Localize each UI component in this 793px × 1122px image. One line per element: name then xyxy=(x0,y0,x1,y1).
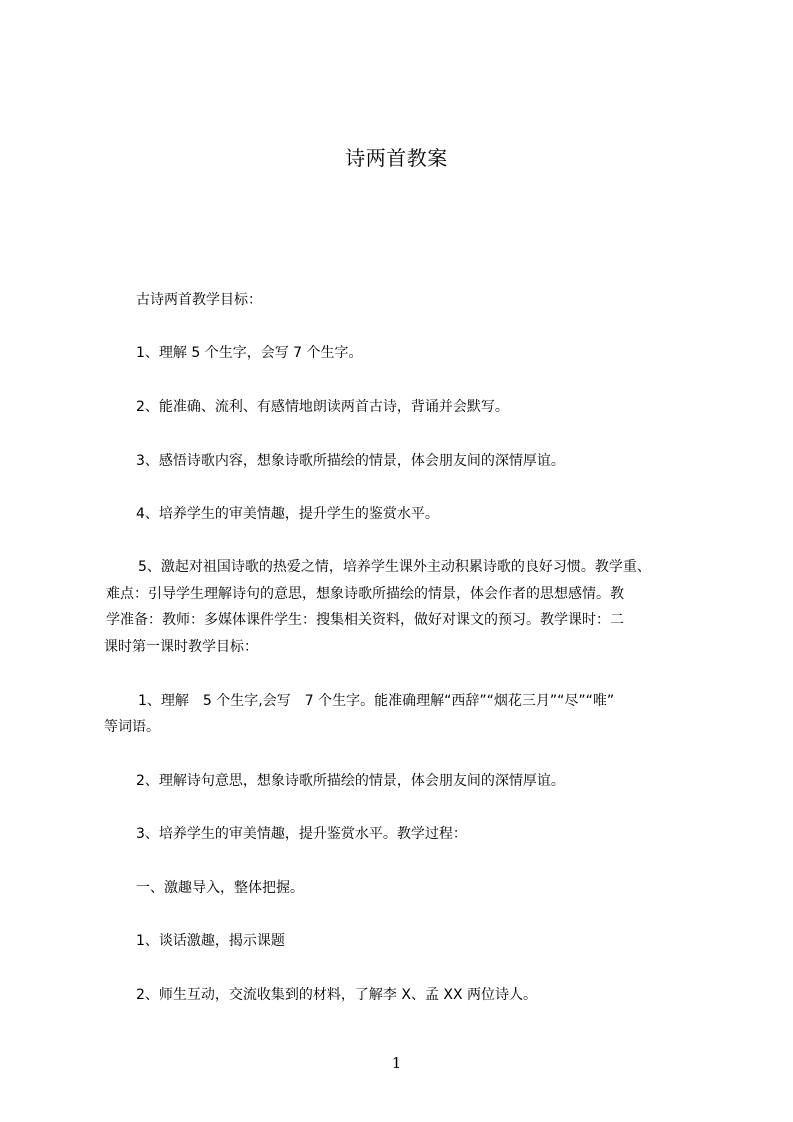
text-line: 1、理解 5 个生字，会写 7 个生字。 xyxy=(136,345,363,361)
text-line: 2、师生互动，交流收集到的材料，了解李 X、孟 XX 两位诗人。 xyxy=(136,987,538,1003)
page-number: 1 xyxy=(391,1054,402,1072)
document-title: 诗两首教案 xyxy=(345,146,448,170)
text-line: 等词语。 xyxy=(104,719,160,735)
text-line: 3、感悟诗歌内容，想象诗歌所描绘的情景，体会朋友间的深情厚谊。 xyxy=(136,453,565,469)
text-line: 学准备：教师：多媒体课件学生：搜集相关资料，做好对课文的预习。教学课时：二 xyxy=(106,612,624,628)
text-line: 课时第一课时教学目标： xyxy=(104,639,258,655)
text-line: 难点：引导学生理解诗句的意思，想象诗歌所描绘的情景，体会作者的思想感情。教 xyxy=(106,586,624,602)
text-line: 古诗两首教学目标： xyxy=(136,292,262,308)
text-line: 1、谈话激趣，揭示课题 xyxy=(136,933,285,949)
text-line: 1、理解 5 个生字,会写 7 个生字。能准确理解“西辞”“烟花三月”“尽”“唯” xyxy=(138,693,615,709)
text-line: 3、培养学生的审美情趣，提升鉴赏水平。教学过程： xyxy=(136,826,467,842)
text-line: 5、激起对祖国诗歌的热爱之情，培养学生课外主动积累诗歌的良好习惯。教学重、 xyxy=(138,559,651,575)
text-line: 4、培养学生的审美情趣，提升学生的鉴赏水平。 xyxy=(136,506,439,522)
text-line: 2、能准确、流利、有感情地朗读两首古诗，背诵并会默写。 xyxy=(136,399,509,415)
text-line: 2、理解诗句意思，想象诗歌所描绘的情景，体会朋友间的深情厚谊。 xyxy=(136,773,565,789)
text-line: 一、激趣导入，整体把握。 xyxy=(136,880,304,896)
